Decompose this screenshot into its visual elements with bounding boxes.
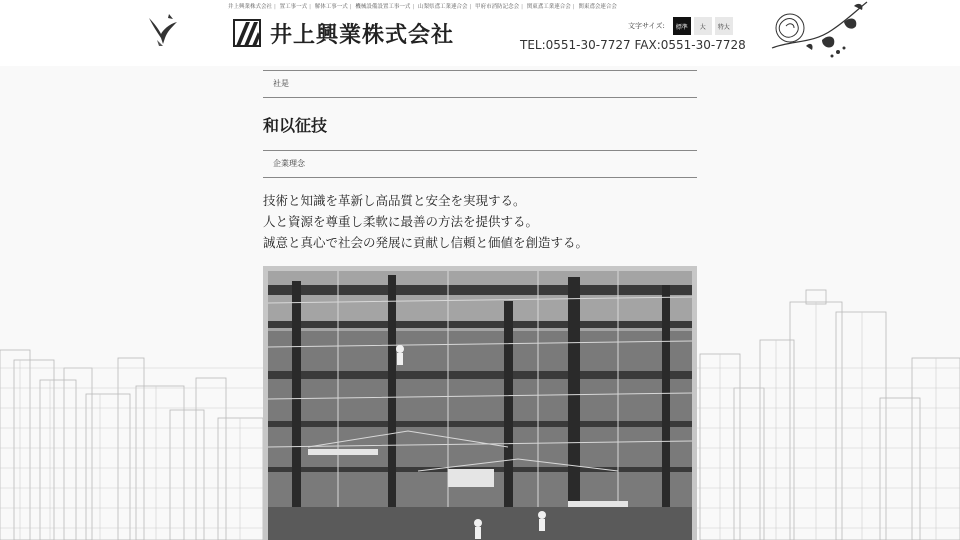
font-size-label: 文字サイズ: [628, 22, 665, 30]
logo-mark-icon [232, 16, 264, 50]
flower-illustration [762, 0, 872, 60]
motto-heading: 社是 [263, 70, 697, 98]
philosophy-line: 技術と知識を革新し高品質と安全を実現する。 [263, 193, 526, 208]
philosophy-line: 誠意と真心で社会の発展に貢献し信頼と価値を創造する。 [263, 235, 589, 250]
philosophy-text [263, 190, 697, 253]
font-size-xlarge-button[interactable]: 特大 [715, 17, 733, 35]
top-nav: 井上興業株式会社 | 置工事一式 | 解体工事一式 | 機械設備設置工事一式 | 山梨県鳶工業連合会 | 甲府市消防記念会 | 関東鳶工業連合会 | 関東鳶会連合会 [228, 4, 617, 10]
construction-photo-graphic [268, 271, 692, 540]
top-nav-link[interactable]: 甲府市消防記念会 [475, 4, 520, 10]
font-size-switcher [628, 17, 733, 35]
top-nav-link[interactable]: 置工事一式 [279, 4, 308, 10]
philosophy-heading: 企業理念 [263, 150, 697, 178]
top-nav-link[interactable]: 解体工事一式 [314, 4, 348, 10]
philosophy-line: 人と資源を尊重し柔軟に最善の方法を提供する。 [263, 214, 539, 229]
top-nav-link[interactable]: 関東鳶工業連合会 [526, 4, 571, 10]
construction-site-photo [263, 266, 697, 540]
company-logo[interactable] [232, 16, 454, 50]
top-nav-link[interactable]: 山梨県鳶工業連合会 [418, 4, 468, 10]
font-size-large-button[interactable]: 大 [694, 17, 712, 35]
contact-info: TEL:0551-30-7727 FAX:0551-30-7728 [520, 38, 746, 52]
top-nav-link[interactable]: 井上興業株式会社 [228, 4, 273, 10]
top-nav-link[interactable]: 関東鳶会連合会 [578, 4, 617, 10]
company-name: 井上興業株式会社 [270, 21, 455, 48]
main-content [263, 70, 697, 253]
font-size-standard-button[interactable]: 標準 [673, 17, 691, 35]
bird-icon [143, 10, 183, 50]
company-motto: 和以征技 [263, 116, 328, 135]
site-header [0, 0, 960, 66]
top-nav-link[interactable]: 機械設備設置工事一式 [355, 4, 411, 10]
